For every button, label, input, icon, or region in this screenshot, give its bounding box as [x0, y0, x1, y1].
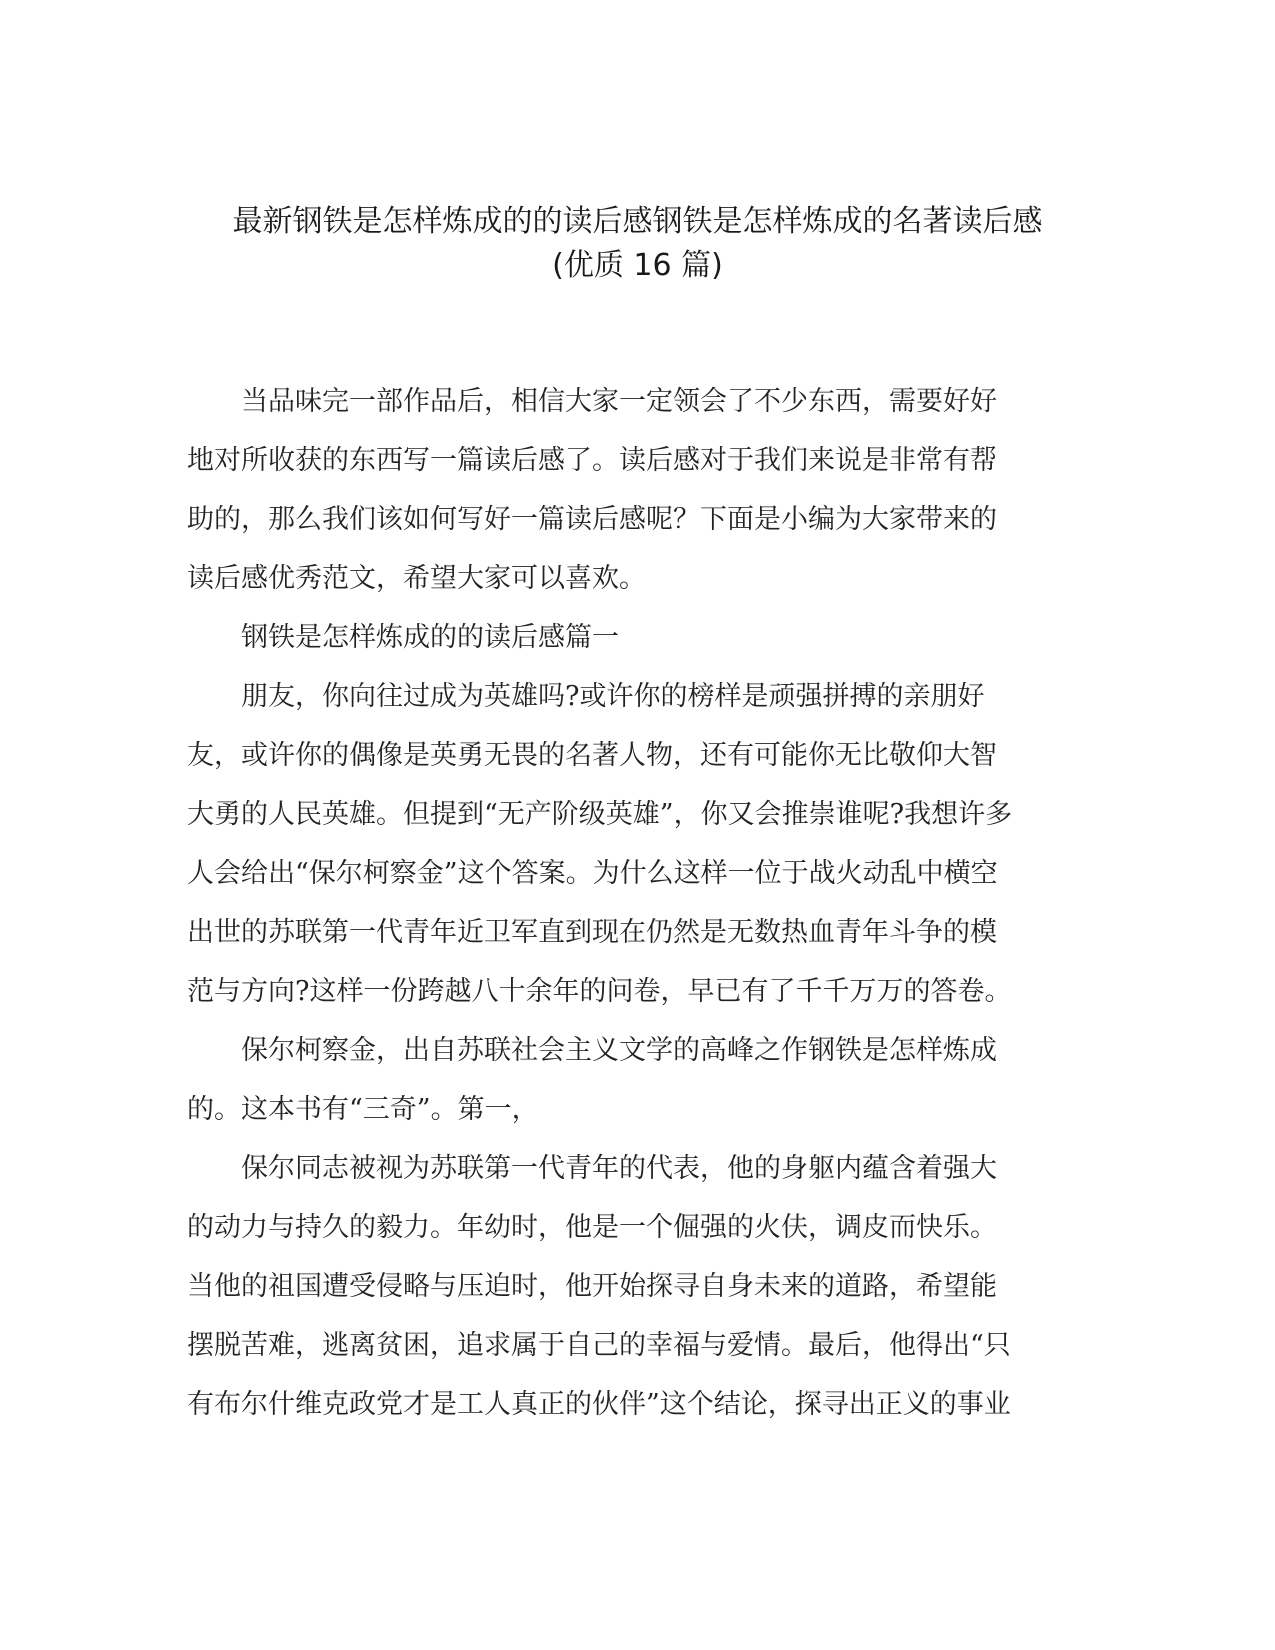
text-line: 摆脱苦难，逃离贫困，追求属于自己的幸福与爱情。最后，他得出“只	[187, 1330, 1011, 1361]
paragraph-paul	[187, 1139, 1067, 1434]
paragraph-intro	[187, 372, 1067, 608]
text-line: 的。这本书有“三奇”。第一，	[187, 1094, 539, 1125]
paragraph-book	[187, 1021, 1067, 1139]
text-line: 有布尔什维克政党才是工人真正的伙伴”这个结论，探寻出正义的事业	[187, 1389, 1011, 1420]
document-body	[187, 372, 1067, 1434]
text-line: 友，或许你的偶像是英勇无畏的名著人物，还有可能你无比敬仰大智	[187, 740, 997, 771]
text-line: 保尔柯察金，出自苏联社会主义文学的高峰之作钢铁是怎样炼成	[241, 1035, 997, 1066]
text-line: 保尔同志被视为苏联第一代青年的代表，他的身躯内蕴含着强大	[241, 1153, 997, 1184]
text-line: 钢铁是怎样炼成的的读后感篇一	[241, 622, 619, 653]
text-line: 的动力与持久的毅力。年幼时，他是一个倔强的火伕，调皮而快乐。	[187, 1212, 997, 1243]
text-line: 人会给出“保尔柯察金”这个答案。为什么这样一位于战火动乱中横空	[187, 858, 998, 889]
title-line-2: (优质 16 篇)	[552, 248, 723, 283]
text-line: 朋友，你向往过成为英雄吗?或许你的榜样是顽强拼搏的亲朋好	[241, 681, 985, 712]
text-line: 助的，那么我们该如何写好一篇读后感呢？下面是小编为大家带来的	[187, 504, 997, 535]
text-line: 范与方向?这样一份跨越八十余年的问卷，早已有了千千万万的答卷。	[187, 976, 1012, 1007]
text-line: 出世的苏联第一代青年近卫军直到现在仍然是无数热血青年斗争的模	[187, 917, 997, 948]
text-line: 地对所收获的东西写一篇读后感了。读后感对于我们来说是非常有帮	[187, 445, 997, 476]
text-line: 当品味完一部作品后，相信大家一定领会了不少东西，需要好好	[241, 386, 997, 417]
paragraph-hero	[187, 667, 1067, 1021]
text-line: 大勇的人民英雄。但提到“无产阶级英雄”，你又会推崇谁呢?我想许多	[187, 799, 1013, 830]
text-line: 读后感优秀范文，希望大家可以喜欢。	[187, 563, 646, 594]
document-title	[150, 200, 1125, 288]
text-line: 当他的祖国遭受侵略与压迫时，他开始探寻自身未来的道路，希望能	[187, 1271, 997, 1302]
title-line-1: 最新钢铁是怎样炼成的的读后感钢铁是怎样炼成的名著读后感	[232, 204, 1043, 239]
section-heading	[187, 608, 1067, 667]
